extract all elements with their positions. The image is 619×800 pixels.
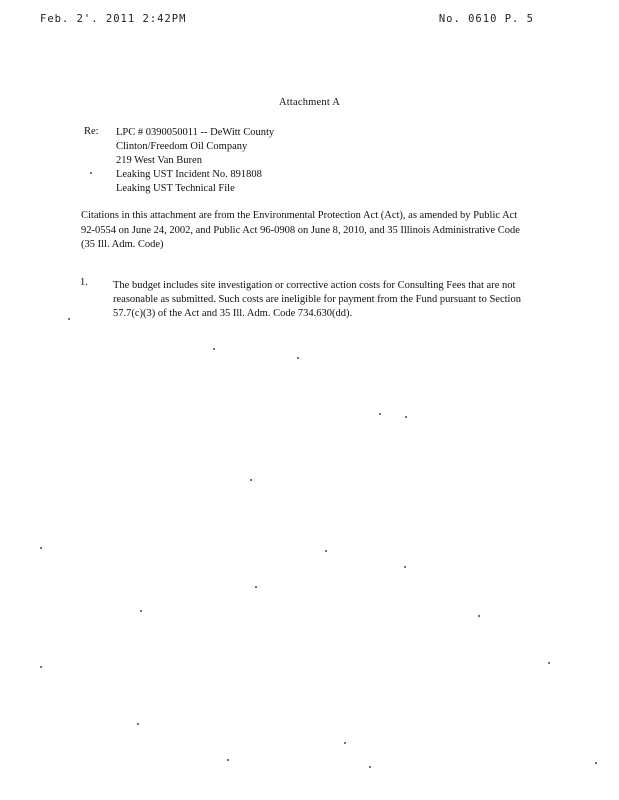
scan-speck [40,547,42,549]
scan-speck [250,479,252,481]
fax-header-date: Feb. 2'. 2011 2:42PM [40,13,187,25]
scan-speck [90,172,92,174]
re-block [116,126,274,196]
scan-speck [379,413,381,415]
scan-speck [227,759,229,761]
re-line: Clinton/Freedom Oil Company [116,141,248,152]
re-line: LPC # 0390050011 -- DeWitt County [116,127,275,138]
scan-speck [40,666,42,668]
re-line: Leaking UST Incident No. 891808 [116,169,262,180]
re-line: 219 West Van Buren [116,155,202,166]
scan-speck [297,357,299,359]
scan-speck [405,416,407,418]
scan-speck [548,662,550,664]
scan-speck [255,586,257,588]
scan-speck [140,610,142,612]
scan-speck [68,318,70,320]
scan-speck [369,766,371,768]
attachment-title: Attachment A [278,97,340,108]
scan-speck [137,723,139,725]
item-text: The budget includes site investigation or corrective action costs for Consulting Fees that are not reasonable as submitted. Such costs are ineligible for payment from the Fund pursuant to Section 57.7(c)(3) of the Act and 35 Ill. Adm. Code 734.630(dd). [113,280,521,319]
scan-speck [213,348,215,350]
scan-speck [344,742,346,744]
fax-header-page: No. 0610 P. 5 [438,13,534,25]
scan-speck [404,566,406,568]
re-line: Leaking UST Technical File [116,183,235,194]
item-number: 1. [80,277,88,288]
scan-speck [478,615,480,617]
scan-speck [595,762,597,764]
re-label: Re: [84,126,99,137]
citations-paragraph: Citations in this attachment are from the Environmental Protection Act (Act), as amended by Public Act 92-0554 on June 24, 2002, and Public Act 96-0908 on June 8, 2010, and 35 Illinois Administrative Code (35 Ill. Adm. Code) [81,210,520,250]
scan-speck [325,550,327,552]
